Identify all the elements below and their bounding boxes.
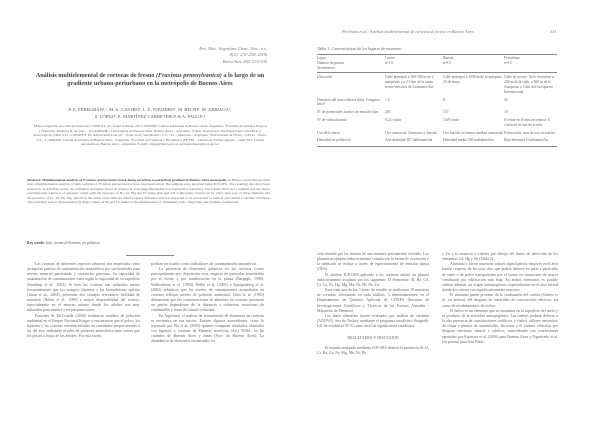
table-cell: Centro <box>385 56 396 60</box>
authors-line-1: P. E. PERELMAN¹,³, M. A. CASTRO², L. E. NAVARRO¹, M. RECHI¹, M. ARRIAGA¹, <box>68 107 232 112</box>
table-cell: 283 <box>385 110 391 115</box>
table-cell <box>385 66 443 71</box>
right-column-2 <box>442 252 558 345</box>
table-cell: Lugar <box>317 56 326 60</box>
paragraph: En Argentina, el análisis de acumulación de elementos en cortezas se encuentra en sus inicios. Existen algunos antecedentes, como lo reportado por Pla et al. (2000) quienes comparan resultados obtenidos con líquenes y cortezas de Platanus acerifolia (Ait.) Willd., en las ciudades de Buenos Aires y Junín (Prov. de Buenos Aires). La abundancia de elementos encontrados en <box>151 313 264 344</box>
paragraph: Para cada una de las 3 áreas de estudio se analizaron 10 muestras de cortezas, efectuando en cada análisis, 3 determinaciones, en el Departamento de Química Aplicada de CITEFA (Instituto de Investigaciones Científicas y Técnicas de las Fuerzas Armadas - Ministerio de Defensa). <box>317 288 429 313</box>
table-row <box>317 75 557 94</box>
journal-line-1: Rev. Mus. Argentino Cienc. Nat., n.s. <box>199 46 267 51</box>
paragraph: Aluminio y hierro muestran valores significativos mayores en el área barrial respecto de las otras dos, que podría deberse en parte a partículas de suelo o de polvo transportadas por el viento en situaciones de mayor ventilación por edificación más baja. En ambos elementos es posible atribuir además, un origen antropogénico, especialmente en el área barrial donde los valores son significativamente mayores. <box>442 262 558 293</box>
table-row <box>317 131 557 136</box>
keywords-label: Key words: <box>27 241 45 245</box>
section-divider <box>126 255 174 256</box>
table-cell: Calle de acceso. Area recreativa a 200 m de la calle, a 500 m de la Autopista, a 5 km del Aeropuerto Internacional <box>504 75 554 94</box>
table-cell: Barrial <box>443 56 454 60</box>
table-cell: Densidad media 350 habitantes/ha <box>443 138 494 143</box>
abstract-body-1: In Buenos Aires metropolitan area a multielemental analysis of bark samples of <box>27 178 270 187</box>
table-cell: 0 v/min en el área recreativa; 6 v/min en la ruta de acceso <box>504 117 550 127</box>
keywords-text: bark, chemical elements, air pollution <box>44 241 100 245</box>
authors <box>30 107 270 120</box>
table-cell: Forestación, área de uso recreativo <box>504 130 556 135</box>
running-head: Perelman et al.: Análisis multielemental de cortezas de fresno en Buenos Aires <box>342 29 474 34</box>
paragraph: El análisis ICP-OES aplicado a las cortezas utilizó un plasma inductivamente acoplado por los siguientes 13 elementos: Al, Ba, Cd, Cr, Cu, Fe, Hg, Mg, Mn, Ni, Pb, Sb, Zn. <box>317 272 429 287</box>
table-bottom-rule <box>317 146 557 147</box>
left-column-2 <box>151 262 264 345</box>
page-number: 233 <box>550 29 557 34</box>
paragraph: Los datos obtenidos fueron evaluados por análisis de varianza (ANOVA), test de Tuckey, mediante el programa estadístico Statgrafic 6.0. Se estableció 95 % como nivel de significancia estadística. <box>317 313 429 329</box>
table-cell: 8 <box>443 97 445 102</box>
affiliations: ¹Museo Argentino de Ciencias Naturales CONICET, Av. Angel Gallardo 470 C1405DJR, Ciudad Autónoma de Buenos Aires, Argentina. ²Facultad de Ciencias Exactas y Naturales, Pabellón II, 4to piso. – (C1428EAH) - Universidad de Buenos Aires. Buenos Aires – Argentina. ³Centro Regional de Investigaciones Científicas y Tecnológicas (CRICYT) – CONICET. Dr. Adrián Ruiz Leal s/nº - Pque. Grol. San Martín - C.C. 131 – Mendoza – Argentina. ⁴Universidad de Flores – UFLO – Nazca 274 – C1406DOF- Ciudad Autónoma de Buenos Aires - Argentina. ⁵Facultad de Farmacia y Bioquímica (FFYB) – Cátedra de Farmacognosia – Junín 951, Ciudad Autónoma de Buenos Aires - Argentina. E-mail: afaggi@macn.gov.ar, patriperelman@macn.gov.ar <box>32 124 268 146</box>
table-cell: n=10 <box>504 60 512 65</box>
abstract-body-2: have been performed. The samples were analysed using ICP-OES. The resulting data have been treated by an ANOVA and by an ordination technique based on reciprocal averaging (Detrended Correspondence Analysis). The results allow us to confirm that the major contamination source is of geogenic origin with the presence of Ba, Al, Mg and Fe being principal soil components carried out by wind. Also part of these elements and the presence of Cr, Zn, Pb, Mg and Ni in the urban areas indicate anthropogenic influence and are suspected to be associated to vehicle and related economic activities. The periurban area is characterized by major values of Ba and Cu linked to the maintenance of swimming pools, fungicides and biomass combustion. <box>27 182 270 205</box>
table-cell: 1,5 <box>385 97 390 102</box>
table-cell: 8,22 v/min <box>385 117 401 122</box>
journal-line-3: Buenos Aires, ISSN 1514-5158 <box>222 59 267 64</box>
table-cell: Uso de la tierra <box>317 130 340 135</box>
paragraph: El aluminio puede provenir de la combustión del carbón (Gómez et al., en prensa), del desgaste de materiales de construcción eléctrica, así como de recubrimientos de techos. <box>442 293 558 308</box>
table-cell: 35 <box>504 97 508 102</box>
paragraph: El estudio realizado mediante ICP-OES detectó la presencia de Al, Cr, Ba, Cu, Fe, Mg, Mn, Ni, Pb <box>317 345 429 355</box>
right-page <box>300 0 600 434</box>
table-cell: Calle principal a 100-300 m de 2 autopistas y a 2.5 km de la usina termo-eléctrica de Costanera Sur <box>385 75 434 89</box>
table-row <box>317 110 557 115</box>
table-header <box>317 55 557 72</box>
title-species: (Fraxinus pennsylvanica) <box>155 72 222 79</box>
right-column-1 <box>317 252 429 356</box>
abstract-species: Fraxinus pennsylvanica <box>83 178 119 182</box>
table-row <box>317 66 557 71</box>
table-row <box>317 138 557 143</box>
table-cell: n=10 <box>443 60 451 65</box>
section-heading: RESULTADOS Y DISCUSION <box>347 335 399 341</box>
journal-citation <box>199 46 267 65</box>
keywords <box>27 241 270 245</box>
paragraph: ción emitida por los átomos de una muestra previamente excitada. Los plasmas acoplados inductivamente constituyen la fuente de excitación y la medición se realiza a través de espectrometría de emisión óptica (OES). <box>317 252 429 272</box>
table-cell <box>443 66 504 71</box>
table-row <box>317 98 557 108</box>
table-cell: 10 <box>504 110 508 115</box>
journal-line-2: 8(2): 231-238, 2006 <box>229 52 267 58</box>
table-cell: Uso comercial, financiero y barrial. <box>385 130 438 135</box>
authors-line-2: S. LÓPEZ⁴, E. MARTÍNEZ CARRETERO³ & A. FAGGI¹,⁴ <box>94 113 206 119</box>
table-cell: Baja densidad 5 habitantes/ha <box>504 138 548 143</box>
paragraph: Las cortezas de diferentes especies arbóreas son empleadas como receptores pasivos de contaminación atmosférica por sus bondades para retener material particulado y sustancias gaseosas. Su capacidad de acumulación de contaminantes varía según la rugosidad de su superficie (Steubing et al., 2002). Si bien las cortezas son utilizadas menos frecuentemente que los musgos, líquenes y las bromeliáceas epífitas (Jasan et al., 2004), presentan dos ventajas relevantes: facilidad de muestreo (Böhm et al., 1998) y mayor disponibilidad del recurso, especialmente en el entorno urbano donde los árboles son muy utilizados para sombra y en parquizaciones. <box>27 262 140 313</box>
table-cell: 3,68 v/min <box>443 117 459 122</box>
table-cell: Calle principal a 1000 m de la autopista 25 de mayo <box>443 75 502 85</box>
table-cell <box>504 66 557 71</box>
table-cell: Ubicación <box>317 75 333 80</box>
sampling-sites-table <box>317 54 557 147</box>
title-part-2: a lo largo de un gradiente urbano-periurbano en la metrópolis de Buenos Aires <box>67 72 265 88</box>
abstract-title: bark along an urban to periurban gradient in Buenos Aires metropolis. <box>118 178 228 182</box>
table-cell: Distancia del área céntrica (km). Congreso km 0 <box>317 97 381 107</box>
paragraph: Panichev & McCrindle (2004) realizaron estudios de polución ambiental en el Parque Nacional Krüger y encontraron que el polvo, los líquenes y las cortezas retenían metales en cantidades proporcionales a las del aire, indicando niveles de polución atmosférica más certera que los pastos u hojas de los árboles. Por esta razón, <box>27 313 140 339</box>
paragraph: El hierro es un elemento que se encuentra en la superficie del suelo y es producto de la actividad antropogénica. Las fuentes podrían deberse a la alta presencia de construcciones (edificios y viales), talleres mecánicos de chapa y pintura de automóviles, herrerías y el tránsito vehicular por desgaste mecánico natural y aditivos, coincidiendo con conclusiones aportadas por Fujiwara et al. (2006) para Buenos Aires y Figueiredo et al. (en prensa) para San Pablo. <box>442 308 558 344</box>
paragraph: podrían ser usados como indicadores de contaminación atmosférica. <box>151 262 258 266</box>
table-cell: Número de puntos <box>317 60 345 65</box>
table-cell: n=10 <box>385 60 393 65</box>
table-cell: 137 <box>443 110 449 115</box>
paragraph: La presencia de elementos químicos en las cortezas ocurre principalmente por: deposición seca, impacto de partículas transferidas por el viento y por translocación en la planta (Bargagli, 1998). Walkenhorst et al. (1993), Bellis et al. (2003) y Spangenberg et al. (2002) señalaron que los niveles de contaminantes acumulados en cortezas reflejan niveles de polución ambiental. Dion et al. (1993) demuestran que las concentraciones de aluminio en cortezas presentan un patrón dependiente de la distancia a refinerías, estaciones de combustible y áreas de tránsito vehicular. <box>151 267 264 313</box>
table-cell: Uso barrial, en menor medida comercial. <box>443 130 504 135</box>
table-body <box>317 73 557 143</box>
table-row <box>317 118 557 128</box>
table-cell: Nº de vehículos/min <box>317 117 348 122</box>
left-column-1 <box>27 262 140 339</box>
table-caption: Tabla 1. Características de los lugares de muestreo <box>317 46 402 51</box>
abstract-label: Abstract: Multielemental analysis of <box>27 178 84 182</box>
table-cell: de muestreo <box>317 65 335 70</box>
abstract <box>27 178 270 204</box>
article-title <box>30 72 270 89</box>
table-cell: Nº de potenciales fuentes de emisión fijas <box>317 110 379 115</box>
title-part-1: Análisis multielemental de cortezas de fresno <box>35 72 156 79</box>
table-cell: Densidad de población <box>317 138 351 143</box>
abstract-species-2: Fraxinus pennsylvanica <box>98 182 133 187</box>
paragraph: y Zn y la ausencia o valores por debajo del límite de detección de los elementos Cd, Hg y Sb (Tabla 2). <box>442 252 558 262</box>
table-cell: Alta densidad 587 habitantes/ha <box>385 138 433 143</box>
table-cell: Periurbano <box>504 56 521 60</box>
